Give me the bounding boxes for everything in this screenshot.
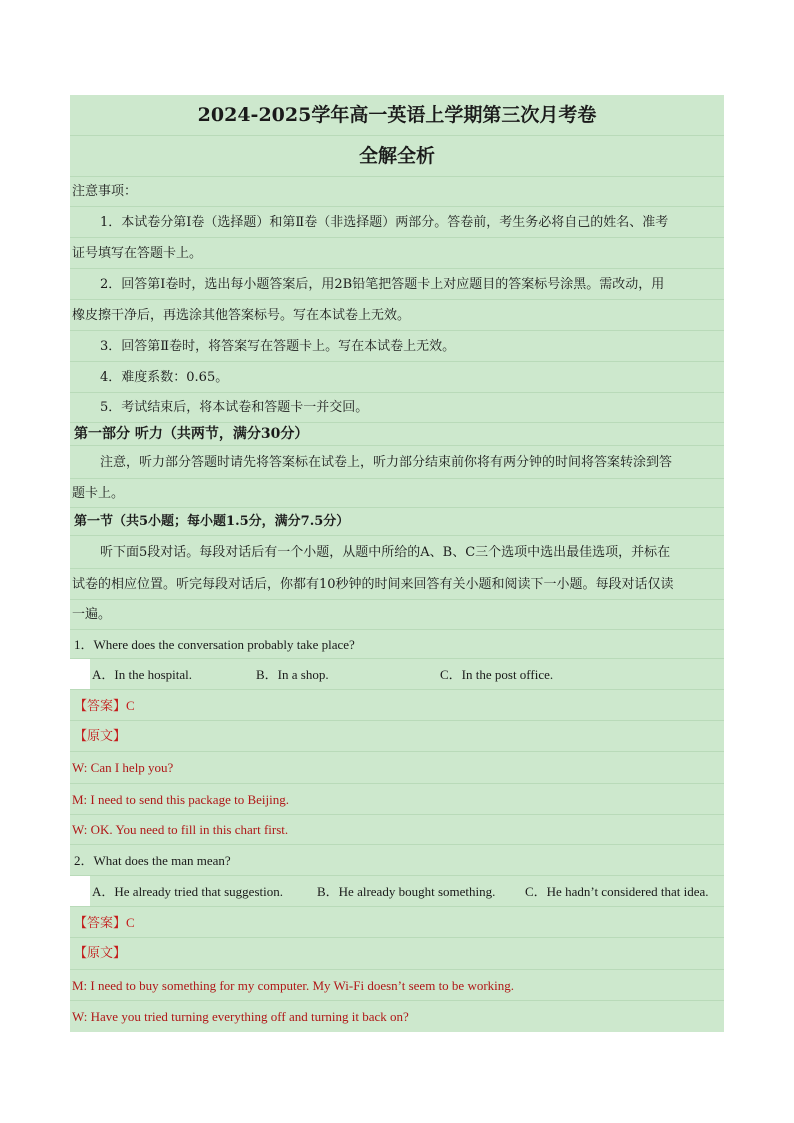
answer-value: C — [126, 698, 135, 713]
part1-note-line-2: 题卡上。 — [70, 479, 724, 508]
question-2-option-c[interactable]: C．He hadn’t considered that idea. — [525, 884, 709, 899]
question-1-transcript-line-3: W: OK. You need to fill in this chart first. — [70, 815, 724, 845]
notice-label: 注意事项： — [70, 177, 724, 207]
section1-instruction-line-2: 试卷的相应位置。听完每段对话后，你都有10秒钟的时间来回答有关小题和阅读下一小题。每段对话仅读 — [70, 569, 724, 600]
section1-instruction-line-3: 一遍。 — [70, 600, 724, 630]
section1-heading: 第一节（共5小题；每小题1.5分，满分7.5分） — [70, 508, 724, 536]
question-2-stem: 2．What does the man mean? — [70, 845, 724, 876]
exam-page — [70, 95, 724, 1032]
question-2-transcript-label: 【原文】 — [70, 938, 724, 970]
notice-item-2-line-1: 2．回答第Ⅰ卷时，选出每小题答案后，用2B铅笔把答题卡上对应题目的答案标号涂黑。需改动，用 — [70, 269, 724, 300]
notice-item-4: 4．难度系数：0.65。 — [70, 362, 724, 393]
section1-instruction-line-1: 听下面5段对话。每段对话后有一个小题，从题中所给的A、B、C三个选项中选出最佳选项，并标在 — [70, 536, 724, 569]
question-1-transcript-label: 【原文】 — [70, 721, 724, 752]
question-1-option-b[interactable]: B．In a shop. — [256, 667, 329, 682]
part1-note-line-1: 注意，听力部分答题时请先将答案标在试卷上，听力部分结束前你将有两分钟的时间将答案转涂到答 — [70, 446, 724, 479]
question-2-answer — [70, 907, 724, 938]
part1-heading: 第一部分 听力（共两节，满分30分） — [70, 423, 724, 446]
notice-item-1-line-1: 1．本试卷分第Ⅰ卷（选择题）和第Ⅱ卷（非选择题）两部分。答卷前，考生务必将自己的姓名、准考 — [70, 207, 724, 238]
notice-item-1-line-2: 证号填写在答题卡上。 — [70, 238, 724, 269]
question-1-stem: 1．Where does the conversation probably take place? — [70, 630, 724, 659]
question-2-transcript-line-1: M: I need to buy something for my computer. My Wi-Fi doesn’t seem to be working. — [70, 970, 724, 1001]
notice-item-5: 5．考试结束后，将本试卷和答题卡一并交回。 — [70, 393, 724, 423]
indent-block — [70, 659, 90, 690]
question-2-option-a[interactable]: A．He already tried that suggestion. — [92, 884, 283, 899]
question-2-option-b[interactable]: B．He already bought something. — [317, 884, 496, 899]
notice-item-2-line-2: 橡皮擦干净后，再选涂其他答案标号。写在本试卷上无效。 — [70, 300, 724, 331]
answer-value: C — [126, 915, 135, 930]
question-1-transcript-line-1: W: Can I help you? — [70, 752, 724, 784]
question-2-options — [70, 876, 724, 907]
answer-label: 【答案】 — [74, 916, 127, 931]
question-1-option-a[interactable]: A．In the hospital. — [92, 667, 193, 682]
notice-item-3: 3．回答第Ⅱ卷时，将答案写在答题卡上。写在本试卷上无效。 — [70, 331, 724, 362]
question-1-options — [70, 659, 724, 690]
indent-block — [70, 876, 90, 907]
answer-label: 【答案】 — [74, 699, 127, 714]
exam-title: 2024-2025学年高一英语上学期第三次月考卷 — [70, 95, 724, 136]
exam-subtitle: 全解全析 — [70, 136, 724, 177]
question-1-answer — [70, 690, 724, 721]
question-1-transcript-line-2: M: I need to send this package to Beijing. — [70, 784, 724, 815]
question-2-transcript-line-2: W: Have you tried turning everything off and turning it back on? — [72, 1009, 409, 1024]
question-1-option-c[interactable]: C．In the post office. — [440, 667, 554, 682]
